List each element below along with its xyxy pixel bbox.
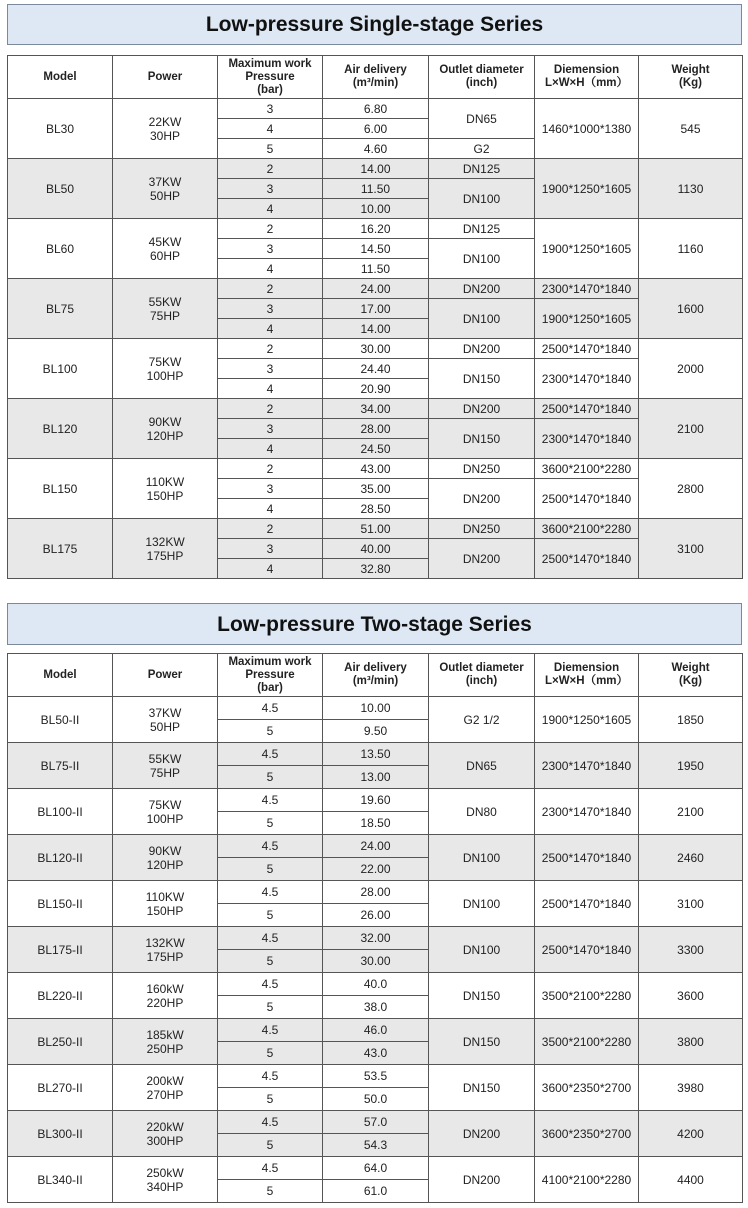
header-dimension: Diemension L×W×H（mm）	[535, 56, 639, 99]
pressure-cell: 4.5	[218, 697, 323, 720]
table-row	[8, 973, 743, 996]
header-row	[8, 56, 743, 99]
dimension-cell: 2300*1470*1840	[535, 743, 639, 789]
header-model: Model	[8, 654, 113, 697]
outlet-cell: DN250	[429, 519, 535, 539]
pressure-cell: 4.5	[218, 1111, 323, 1134]
model-cell: BL175-II	[8, 927, 113, 973]
weight-cell: 3100	[639, 881, 743, 927]
model-cell: BL175	[8, 519, 113, 579]
pressure-cell: 4	[218, 259, 323, 279]
pressure-cell: 5	[218, 1134, 323, 1157]
table-row	[8, 1019, 743, 1042]
outlet-cell: DN150	[429, 973, 535, 1019]
air-delivery-cell: 4.60	[323, 139, 429, 159]
pressure-cell: 5	[218, 812, 323, 835]
power-cell: 45KW 60HP	[113, 219, 218, 279]
pressure-cell: 3	[218, 479, 323, 499]
table-row	[8, 835, 743, 858]
header-row	[8, 654, 743, 697]
outlet-cell: DN150	[429, 419, 535, 459]
air-delivery-cell: 14.00	[323, 319, 429, 339]
outlet-cell: G2	[429, 139, 535, 159]
air-delivery-cell: 30.00	[323, 950, 429, 973]
header-air-delivery: Air delivery (m³/min)	[323, 654, 429, 697]
table-row	[8, 1111, 743, 1134]
power-cell: 75KW 100HP	[113, 339, 218, 399]
dimension-cell: 2300*1470*1840	[535, 359, 639, 399]
dimension-cell: 1900*1250*1605	[535, 219, 639, 279]
outlet-cell: DN200	[429, 399, 535, 419]
table-row	[8, 279, 743, 299]
air-delivery-cell: 18.50	[323, 812, 429, 835]
power-cell: 110KW 150HP	[113, 459, 218, 519]
air-delivery-cell: 32.80	[323, 559, 429, 579]
model-cell: BL60	[8, 219, 113, 279]
dimension-cell: 2500*1470*1840	[535, 835, 639, 881]
pressure-cell: 4.5	[218, 1065, 323, 1088]
air-delivery-cell: 40.00	[323, 539, 429, 559]
outlet-cell: DN100	[429, 179, 535, 219]
air-delivery-cell: 10.00	[323, 697, 429, 720]
header-pressure: Maximum work Pressure (bar)	[218, 654, 323, 697]
air-delivery-cell: 28.00	[323, 881, 429, 904]
header-model: Model	[8, 56, 113, 99]
model-cell: BL220-II	[8, 973, 113, 1019]
air-delivery-cell: 14.50	[323, 239, 429, 259]
outlet-cell: DN200	[429, 279, 535, 299]
model-cell: BL250-II	[8, 1019, 113, 1065]
weight-cell: 1130	[639, 159, 743, 219]
air-delivery-cell: 16.20	[323, 219, 429, 239]
table-row	[8, 219, 743, 239]
air-delivery-cell: 19.60	[323, 789, 429, 812]
pressure-cell: 5	[218, 1180, 323, 1203]
air-delivery-cell: 34.00	[323, 399, 429, 419]
power-cell: 132KW 175HP	[113, 519, 218, 579]
outlet-cell: DN200	[429, 1111, 535, 1157]
dimension-cell: 2500*1470*1840	[535, 539, 639, 579]
weight-cell: 2100	[639, 789, 743, 835]
air-delivery-cell: 6.80	[323, 99, 429, 119]
weight-cell: 2800	[639, 459, 743, 519]
single-stage-title: Low-pressure Single-stage Series	[7, 4, 742, 45]
pressure-cell: 4.5	[218, 881, 323, 904]
pressure-cell: 4.5	[218, 789, 323, 812]
header-power: Power	[113, 654, 218, 697]
air-delivery-cell: 54.3	[323, 1134, 429, 1157]
header-air-delivery: Air delivery (m³/min)	[323, 56, 429, 99]
dimension-cell: 3600*2350*2700	[535, 1065, 639, 1111]
air-delivery-cell: 61.0	[323, 1180, 429, 1203]
outlet-cell: DN150	[429, 1065, 535, 1111]
table-row	[8, 99, 743, 119]
air-delivery-cell: 64.0	[323, 1157, 429, 1180]
dimension-cell: 3500*2100*2280	[535, 1019, 639, 1065]
dimension-cell: 3600*2100*2280	[535, 519, 639, 539]
power-cell: 37KW 50HP	[113, 159, 218, 219]
model-cell: BL50	[8, 159, 113, 219]
dimension-cell: 1900*1250*1605	[535, 159, 639, 219]
power-cell: 37KW 50HP	[113, 697, 218, 743]
air-delivery-cell: 10.00	[323, 199, 429, 219]
header-outlet-diameter: Outlet diameter (inch)	[429, 56, 535, 99]
pressure-cell: 4.5	[218, 927, 323, 950]
outlet-cell: DN150	[429, 359, 535, 399]
power-cell: 90KW 120HP	[113, 835, 218, 881]
air-delivery-cell: 53.5	[323, 1065, 429, 1088]
outlet-cell: DN200	[429, 539, 535, 579]
outlet-cell: DN200	[429, 1157, 535, 1203]
power-cell: 185kW 250HP	[113, 1019, 218, 1065]
dimension-cell: 2500*1470*1840	[535, 339, 639, 359]
weight-cell: 2460	[639, 835, 743, 881]
outlet-cell: G2 1/2	[429, 697, 535, 743]
air-delivery-cell: 51.00	[323, 519, 429, 539]
power-cell: 75KW 100HP	[113, 789, 218, 835]
weight-cell: 2000	[639, 339, 743, 399]
outlet-cell: DN100	[429, 239, 535, 279]
table-row	[8, 159, 743, 179]
power-cell: 132KW 175HP	[113, 927, 218, 973]
table-row	[8, 789, 743, 812]
table-row	[8, 399, 743, 419]
power-cell: 220kW 300HP	[113, 1111, 218, 1157]
weight-cell: 4200	[639, 1111, 743, 1157]
dimension-cell: 4100*2100*2280	[535, 1157, 639, 1203]
air-delivery-cell: 13.50	[323, 743, 429, 766]
pressure-cell: 3	[218, 99, 323, 119]
pressure-cell: 3	[218, 539, 323, 559]
dimension-cell: 2500*1470*1840	[535, 927, 639, 973]
outlet-cell: DN65	[429, 743, 535, 789]
model-cell: BL270-II	[8, 1065, 113, 1111]
pressure-cell: 2	[218, 279, 323, 299]
model-cell: BL300-II	[8, 1111, 113, 1157]
outlet-cell: DN250	[429, 459, 535, 479]
pressure-cell: 2	[218, 519, 323, 539]
outlet-cell: DN100	[429, 881, 535, 927]
model-cell: BL75	[8, 279, 113, 339]
outlet-cell: DN100	[429, 835, 535, 881]
dimension-cell: 2300*1470*1840	[535, 419, 639, 459]
pressure-cell: 4.5	[218, 973, 323, 996]
air-delivery-cell: 24.40	[323, 359, 429, 379]
outlet-cell: DN150	[429, 1019, 535, 1065]
air-delivery-cell: 30.00	[323, 339, 429, 359]
power-cell: 55KW 75HP	[113, 279, 218, 339]
power-cell: 22KW 30HP	[113, 99, 218, 159]
outlet-cell: DN125	[429, 219, 535, 239]
table-row	[8, 1065, 743, 1088]
pressure-cell: 4	[218, 559, 323, 579]
air-delivery-cell: 46.0	[323, 1019, 429, 1042]
weight-cell: 3600	[639, 973, 743, 1019]
air-delivery-cell: 26.00	[323, 904, 429, 927]
pressure-cell: 2	[218, 399, 323, 419]
dimension-cell: 2500*1470*1840	[535, 479, 639, 519]
header-outlet-diameter: Outlet diameter (inch)	[429, 654, 535, 697]
power-cell: 110KW 150HP	[113, 881, 218, 927]
pressure-cell: 3	[218, 179, 323, 199]
outlet-cell: DN200	[429, 479, 535, 519]
pressure-cell: 4.5	[218, 835, 323, 858]
air-delivery-cell: 24.00	[323, 279, 429, 299]
pressure-cell: 4.5	[218, 1157, 323, 1180]
outlet-cell: DN100	[429, 927, 535, 973]
air-delivery-cell: 11.50	[323, 179, 429, 199]
header-power: Power	[113, 56, 218, 99]
pressure-cell: 5	[218, 996, 323, 1019]
outlet-cell: DN80	[429, 789, 535, 835]
header-weight: Weight (Kg)	[639, 654, 743, 697]
air-delivery-cell: 14.00	[323, 159, 429, 179]
model-cell: BL100	[8, 339, 113, 399]
air-delivery-cell: 38.0	[323, 996, 429, 1019]
air-delivery-cell: 11.50	[323, 259, 429, 279]
dimension-cell: 2500*1470*1840	[535, 881, 639, 927]
dimension-cell: 1460*1000*1380	[535, 99, 639, 159]
pressure-cell: 3	[218, 359, 323, 379]
outlet-cell: DN100	[429, 299, 535, 339]
pressure-cell: 3	[218, 299, 323, 319]
weight-cell: 1600	[639, 279, 743, 339]
air-delivery-cell: 9.50	[323, 720, 429, 743]
pressure-cell: 4.5	[218, 743, 323, 766]
pressure-cell: 2	[218, 459, 323, 479]
dimension-cell: 3600*2100*2280	[535, 459, 639, 479]
pressure-cell: 3	[218, 419, 323, 439]
model-cell: BL120-II	[8, 835, 113, 881]
weight-cell: 1850	[639, 697, 743, 743]
table-row	[8, 927, 743, 950]
air-delivery-cell: 13.00	[323, 766, 429, 789]
model-cell: BL120	[8, 399, 113, 459]
pressure-cell: 4	[218, 319, 323, 339]
pressure-cell: 5	[218, 904, 323, 927]
model-cell: BL100-II	[8, 789, 113, 835]
pressure-cell: 4	[218, 439, 323, 459]
pressure-cell: 5	[218, 1042, 323, 1065]
pressure-cell: 5	[218, 950, 323, 973]
air-delivery-cell: 6.00	[323, 119, 429, 139]
header-pressure: Maximum work Pressure (bar)	[218, 56, 323, 99]
table-row	[8, 339, 743, 359]
weight-cell: 545	[639, 99, 743, 159]
air-delivery-cell: 24.00	[323, 835, 429, 858]
power-cell: 200kW 270HP	[113, 1065, 218, 1111]
dimension-cell: 1900*1250*1605	[535, 299, 639, 339]
table-row	[8, 519, 743, 539]
weight-cell: 4400	[639, 1157, 743, 1203]
pressure-cell: 5	[218, 1088, 323, 1111]
dimension-cell: 3600*2350*2700	[535, 1111, 639, 1157]
pressure-cell: 2	[218, 159, 323, 179]
air-delivery-cell: 28.50	[323, 499, 429, 519]
pressure-cell: 5	[218, 720, 323, 743]
dimension-cell: 3500*2100*2280	[535, 973, 639, 1019]
pressure-cell: 5	[218, 766, 323, 789]
air-delivery-cell: 57.0	[323, 1111, 429, 1134]
pressure-cell: 2	[218, 339, 323, 359]
dimension-cell: 2500*1470*1840	[535, 399, 639, 419]
pressure-cell: 4.5	[218, 1019, 323, 1042]
header-dimension: Diemension L×W×H（mm）	[535, 654, 639, 697]
outlet-cell: DN65	[429, 99, 535, 139]
weight-cell: 2100	[639, 399, 743, 459]
pressure-cell: 4	[218, 199, 323, 219]
table-row	[8, 1157, 743, 1180]
air-delivery-cell: 22.00	[323, 858, 429, 881]
air-delivery-cell: 43.00	[323, 459, 429, 479]
table-row	[8, 459, 743, 479]
air-delivery-cell: 32.00	[323, 927, 429, 950]
table-row	[8, 881, 743, 904]
pressure-cell: 3	[218, 239, 323, 259]
model-cell: BL30	[8, 99, 113, 159]
air-delivery-cell: 50.0	[323, 1088, 429, 1111]
air-delivery-cell: 35.00	[323, 479, 429, 499]
power-cell: 250kW 340HP	[113, 1157, 218, 1203]
pressure-cell: 4	[218, 379, 323, 399]
model-cell: BL75-II	[8, 743, 113, 789]
model-cell: BL340-II	[8, 1157, 113, 1203]
header-weight: Weight (Kg)	[639, 56, 743, 99]
air-delivery-cell: 20.90	[323, 379, 429, 399]
model-cell: BL50-II	[8, 697, 113, 743]
pressure-cell: 5	[218, 139, 323, 159]
two-stage-title: Low-pressure Two-stage Series	[7, 603, 742, 645]
dimension-cell: 2300*1470*1840	[535, 789, 639, 835]
outlet-cell: DN200	[429, 339, 535, 359]
weight-cell: 3800	[639, 1019, 743, 1065]
weight-cell: 1950	[639, 743, 743, 789]
pressure-cell: 5	[218, 858, 323, 881]
single-stage-table	[7, 55, 743, 579]
air-delivery-cell: 24.50	[323, 439, 429, 459]
model-cell: BL150	[8, 459, 113, 519]
power-cell: 160kW 220HP	[113, 973, 218, 1019]
pressure-cell: 2	[218, 219, 323, 239]
weight-cell: 3980	[639, 1065, 743, 1111]
model-cell: BL150-II	[8, 881, 113, 927]
air-delivery-cell: 40.0	[323, 973, 429, 996]
power-cell: 55KW 75HP	[113, 743, 218, 789]
outlet-cell: DN125	[429, 159, 535, 179]
pressure-cell: 4	[218, 119, 323, 139]
two-stage-table	[7, 653, 743, 1203]
weight-cell: 1160	[639, 219, 743, 279]
table-row	[8, 743, 743, 766]
air-delivery-cell: 17.00	[323, 299, 429, 319]
pressure-cell: 4	[218, 499, 323, 519]
dimension-cell: 1900*1250*1605	[535, 697, 639, 743]
power-cell: 90KW 120HP	[113, 399, 218, 459]
weight-cell: 3100	[639, 519, 743, 579]
dimension-cell: 2300*1470*1840	[535, 279, 639, 299]
air-delivery-cell: 43.0	[323, 1042, 429, 1065]
table-row	[8, 697, 743, 720]
weight-cell: 3300	[639, 927, 743, 973]
air-delivery-cell: 28.00	[323, 419, 429, 439]
